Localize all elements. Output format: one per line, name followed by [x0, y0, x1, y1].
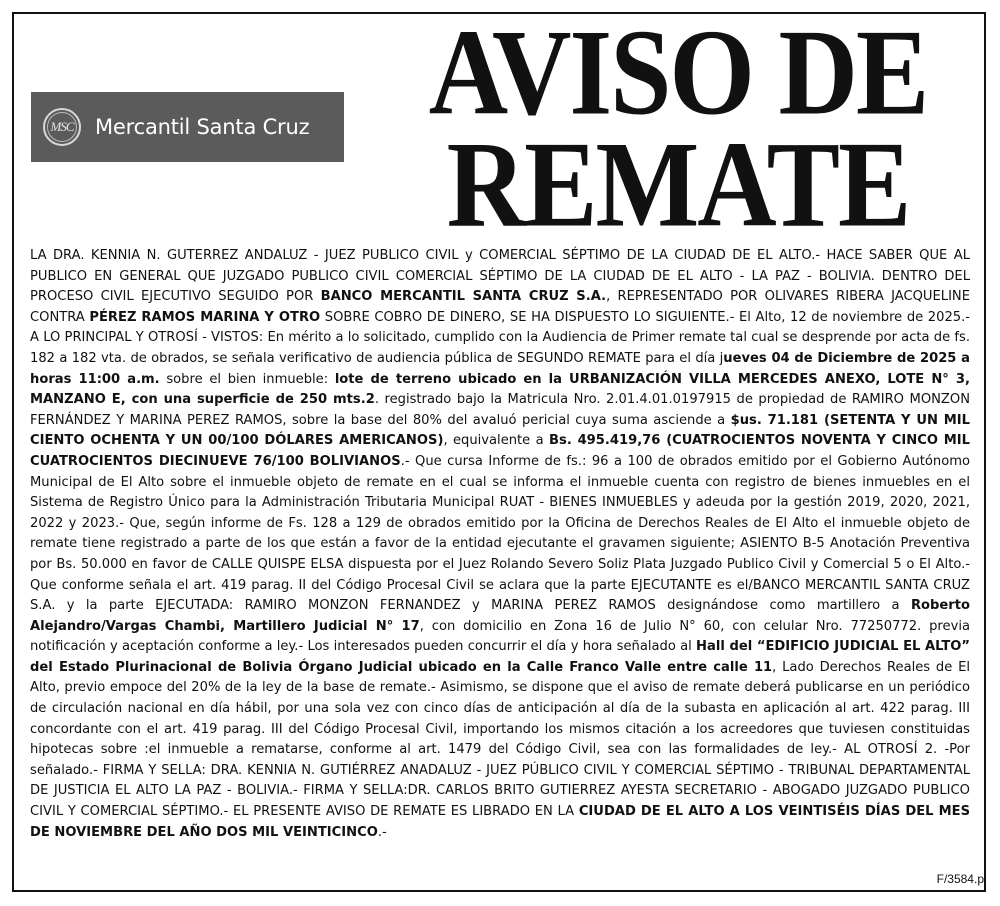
body-text-6: , equivalente a — [443, 433, 550, 449]
title-line-2: REMATE — [446, 115, 910, 253]
body-text-10: .- — [377, 824, 387, 840]
title-line-1: AVISO DE — [428, 3, 928, 141]
bank-logo — [31, 92, 344, 162]
base-price-usd: $us. 71.181 (SETENTA Y UN MIL CIENTO OCHENTA Y UN 00/100 DÓLARES AMERICANOS) — [30, 412, 970, 449]
body-text-1: LA DRA. KENNIA N. GUTERREZ ANDALUZ - JUEZ PUBLICO CIVIL y COMERCIAL SÉPTIMO DE LA CIUDAD DE EL ALTO.- HACE SABER QUE AL PUBLICO EN GENERAL QUE JUZGADO PUBLICO CIVIL COMERCIAL SÉPTIMO DE LA CIUDAD DE EL ALTO - LA PAZ - BOLIVIA. DENTRO DEL PROCESO CIVIL EJECUTIVO SEGUIDO POR — [30, 248, 970, 305]
base-price-bob: Bs. 495.419,76 (CUATROCIENTOS NOVENTA Y CINCO MIL CUATROCIENTOS DIECINUEVE 76/100 BOLIVIANOS — [30, 433, 970, 469]
plaintiff-name: BANCO MERCANTIL SANTA CRUZ S.A. — [320, 289, 607, 305]
auction-date: ueves 04 de Diciembre de 2025 a horas 11:00 a.m. — [30, 350, 970, 387]
bank-emblem-icon — [43, 108, 81, 146]
body-text-9: , Lado Derechos Reales de El Alto, previo empoce del 20% de la ley de la base de remate.- Asimismo, se dispone que el aviso de remate deberá publicarse en un periódico de circulación nacional en día hábil, por una sola vez con cinco días de anticipación al día de la subasta en aplicación al art. 422 parag. III concordante con el art. 419 parag. III del Código Procesal Civil, importando los mismos citación a los acreedores que tuviesen constituidas hipotecas sobre :el inmueble a rematarse, conforme al art. 1479 del Código Civil, sea con las formalidades de ley.- AL OTROSÍ 2. -Por señalado.- FIRMA Y SELLA: DRA. KENNIA N. GUTIÉRREZ ANADALUZ - JUEZ PÚBLICO CIVIL Y COMERCIAL SÉPTIMO - TRIBUNAL DEPARTAMENTAL DE JUSTICIA EL ALTO LA PAZ - BOLIVIA.- FIRMA Y SELLA:DR. CARLOS BRITO GUTIERREZ AYESTA SECRETARIO - ABOGADO JUZGADO PUBLICO CIVIL Y COMERCIAL SÉPTIMO.- EL PRESENTE AVISO DE REMATE ES LIBRADO EN LA — [30, 659, 970, 820]
notice-body — [30, 246, 970, 843]
property-description: lote de terreno ubicado en la URBANIZACIÓN VILLA MERCEDES ANEXO, LOTE N° 3, MANZANO E, con una superficie de 250 mts.2 — [30, 371, 970, 408]
emblem-monogram: MSC — [50, 119, 74, 134]
notice-title — [380, 3, 976, 253]
body-text-8: , con domicilio en Zona 16 de Julio N° 60, con celular Nro. 77250772. previa notificación y aceptación conforme a ley.- Los interesados pueden concurrir el día y hora señalado al — [30, 618, 970, 655]
body-text-5: . registrado bajo la Matricula Nro. 2.01.4.01.0197915 de propiedad de RAMIRO MONZON FERNÁNDEZ Y MARINA PEREZ RAMOS, sobre la base del 80% del avaluó pericial cuya suma asciende a — [30, 392, 970, 428]
body-text-2: , REPRESENTADO POR OLIVARES RIBERA JACQUELINE CONTRA — [30, 289, 970, 325]
bank-name: Mercantil Santa Cruz — [95, 115, 310, 139]
body-text-4: sobre el bien inmueble: — [159, 371, 335, 387]
publication-reference: F/3584.p — [936, 872, 984, 886]
auction-venue: Hall del “EDIFICIO JUDICIAL EL ALTO” del Estado Plurinacional de Bolivia Órgano Judicial ubicado en la Calle Franco Valle entre calle 11 — [30, 639, 970, 675]
issue-place-date: CIUDAD DE EL ALTO A LOS VEINTISÉIS DÍAS DEL MES DE NOVIEMBRE DEL AÑO DOS MIL VEINTICINCO — [30, 804, 971, 840]
auctioneer-name: Roberto Alejandro/Vargas Chambi, Martillero Judicial N° 17 — [30, 598, 970, 634]
body-text-3: SOBRE COBRO DE DINERO, SE HA DISPUESTO LO SIGUIENTE.- El Alto, 12 de noviembre de 2025.- A LO PRINCIPAL Y OTROSÍ - VISTOS: En mérito a lo solicitado, cumplido con la Audiencia de Primer remate tal cual se desprende por acta de fs. 182 a 182 vta. de obrados, se señala verificativo de audiencia pública de SEGUNDO REMATE para el día j — [30, 309, 970, 366]
body-text-7: .- Que cursa Informe de fs.: 96 a 100 de obrados emitido por el Gobierno Autónomo Municipal de El Alto sobre el inmueble objeto de remate en el cual se informa el inmueble cuenta con registro de bienes inmuebles en el Sistema de Registro Único para la Administración Tributaria Municipal RUAT - BIENES INMUEBLES y adeuda por la gestión 2019, 2020, 2021, 2022 y 2023.- Que, según informe de Fs. 128 a 129 de obrados emitido por la Oficina de Derechos Reales de El Alto el inmueble objeto de remate tiene registrado a parte de los que están a favor de la entidad ejecutante el gravamen siguiente; ASIENTO B-5 Anotación Preventiva por Bs. 50.000 en favor de CALLE QUISPE ELSA dispuesta por el Juez Rolando Severo Soliz Plata Juzgado Publico Civil y Comercial 5 o El Alto.- Que conforme señala el art. 419 parag. II del Código Procesal Civil se aclara que la parte EJECUTANTE es el/BANCO MERCANTIL SANTA CRUZ S.A. y la parte EJECUTADA: RAMIRO MONZON FERNANDEZ y MARINA PEREZ RAMOS designándose como martillero a — [30, 453, 970, 614]
defendant-name: PÉREZ RAMOS MARINA Y OTRO — [89, 309, 321, 325]
